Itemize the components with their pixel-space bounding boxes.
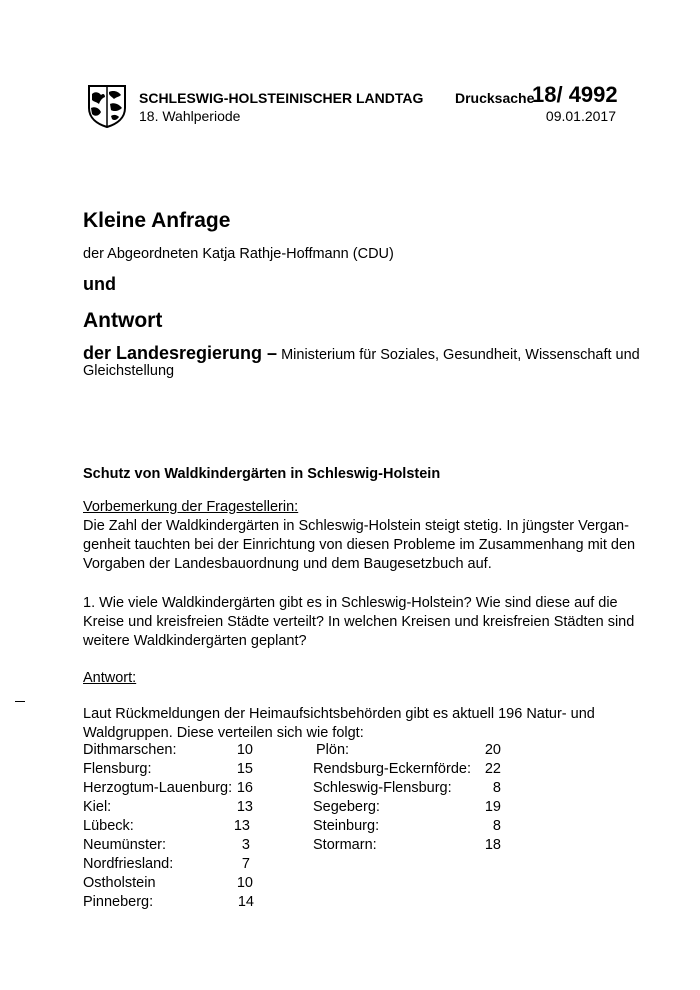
ministry-line-2: Gleichstellung bbox=[83, 363, 175, 379]
list-item bbox=[83, 779, 283, 798]
district-name: Neumünster: bbox=[83, 837, 167, 853]
district-count: 18 bbox=[484, 837, 501, 853]
district-count: 3 bbox=[241, 837, 250, 853]
list-item bbox=[313, 817, 513, 836]
organization-name: SCHLESWIG-HOLSTEINISCHER LANDTAG bbox=[139, 90, 424, 106]
list-item bbox=[83, 760, 283, 779]
district-name: Stormarn: bbox=[313, 837, 377, 853]
district-count: 7 bbox=[241, 856, 250, 872]
ministry-line-1: Ministerium für Soziales, Gesundheit, Wissenschaft und bbox=[281, 347, 640, 363]
district-count: 10 bbox=[236, 875, 253, 891]
list-item bbox=[83, 836, 283, 855]
preliminary-line-1: Die Zahl der Waldkindergärten in Schleswig-Holstein steigt stetig. In jüngster Vergan- bbox=[83, 518, 629, 534]
preliminary-heading: Vorbemerkung der Fragestellerin: bbox=[83, 499, 299, 515]
margin-mark bbox=[15, 701, 25, 702]
district-count: 13 bbox=[236, 799, 253, 815]
coat-of-arms-icon bbox=[87, 84, 127, 128]
district-name: Lübeck: bbox=[83, 818, 134, 834]
drucksache-label: Drucksache bbox=[455, 90, 535, 106]
district-count: 14 bbox=[237, 894, 254, 910]
district-name: Dithmarschen: bbox=[83, 742, 177, 758]
list-item bbox=[83, 855, 283, 874]
electoral-period: 18. Wahlperiode bbox=[139, 108, 241, 124]
district-name: Plön: bbox=[316, 742, 350, 758]
government-bold: der Landesregierung – bbox=[83, 343, 278, 363]
district-list-right bbox=[313, 741, 513, 855]
district-count: 13 bbox=[233, 818, 250, 834]
preliminary-line-2: genheit tauchten bei der Einrichtung von diesen Probleme im Zusammenhang mit den bbox=[83, 537, 636, 553]
question-line-1: 1. Wie viele Waldkindergärten gibt es in Schleswig-Holstein? Wie sind diese auf die bbox=[83, 595, 618, 611]
answer-title: Antwort bbox=[83, 309, 163, 332]
question-line-3: weitere Waldkindergärten geplant? bbox=[83, 633, 307, 649]
district-name: Pinneberg: bbox=[83, 894, 154, 910]
district-name: Kiel: bbox=[83, 799, 112, 815]
list-item bbox=[313, 779, 513, 798]
list-item bbox=[83, 741, 283, 760]
district-name: Ostholstein bbox=[83, 875, 156, 891]
district-name: Schleswig-Flensburg: bbox=[313, 780, 452, 796]
district-name: Steinburg: bbox=[313, 818, 380, 834]
preliminary-line-3: Vorgaben der Landesbauordnung und dem Baugesetzbuch auf. bbox=[83, 556, 492, 572]
list-item bbox=[313, 741, 513, 760]
district-count: 8 bbox=[492, 818, 501, 834]
district-count: 19 bbox=[484, 799, 501, 815]
district-count: 16 bbox=[236, 780, 253, 796]
district-name: Segeberg: bbox=[313, 799, 380, 815]
district-count: 15 bbox=[236, 761, 253, 777]
list-item bbox=[83, 893, 283, 912]
document-title: Kleine Anfrage bbox=[83, 209, 231, 232]
list-item bbox=[313, 836, 513, 855]
district-count: 22 bbox=[484, 761, 501, 777]
answer-intro-line-2: Waldgruppen. Diese verteilen sich wie folgt: bbox=[83, 725, 364, 741]
list-item bbox=[83, 817, 283, 836]
author-line: der Abgeordneten Katja Rathje-Hoffmann (CDU) bbox=[83, 246, 394, 262]
district-count: 8 bbox=[492, 780, 501, 796]
drucksache-number: 18/ 4992 bbox=[532, 82, 618, 107]
conjunction: und bbox=[83, 274, 116, 294]
question-line-2: Kreise und kreisfreien Städte verteilt? In welchen Kreisen und kreisfreien Städten sind bbox=[83, 614, 635, 630]
list-item bbox=[83, 798, 283, 817]
district-name: Flensburg: bbox=[83, 761, 152, 777]
district-name: Herzogtum-Lauenburg: bbox=[83, 780, 233, 796]
answer-intro-line-1: Laut Rückmeldungen der Heimaufsichtsbehörden gibt es aktuell 196 Natur- und bbox=[83, 706, 595, 722]
subject-heading: Schutz von Waldkindergärten in Schleswig-Holstein bbox=[83, 466, 441, 482]
list-item bbox=[83, 874, 283, 893]
list-item bbox=[313, 760, 513, 779]
list-item bbox=[313, 798, 513, 817]
district-name: Rendsburg-Eckernförde: bbox=[313, 761, 471, 777]
district-count: 20 bbox=[484, 742, 501, 758]
answer-heading: Antwort: bbox=[83, 670, 137, 686]
document-date: 09.01.2017 bbox=[545, 108, 616, 124]
district-count: 10 bbox=[236, 742, 253, 758]
district-list-left bbox=[83, 741, 283, 912]
district-name: Nordfriesland: bbox=[83, 856, 174, 872]
